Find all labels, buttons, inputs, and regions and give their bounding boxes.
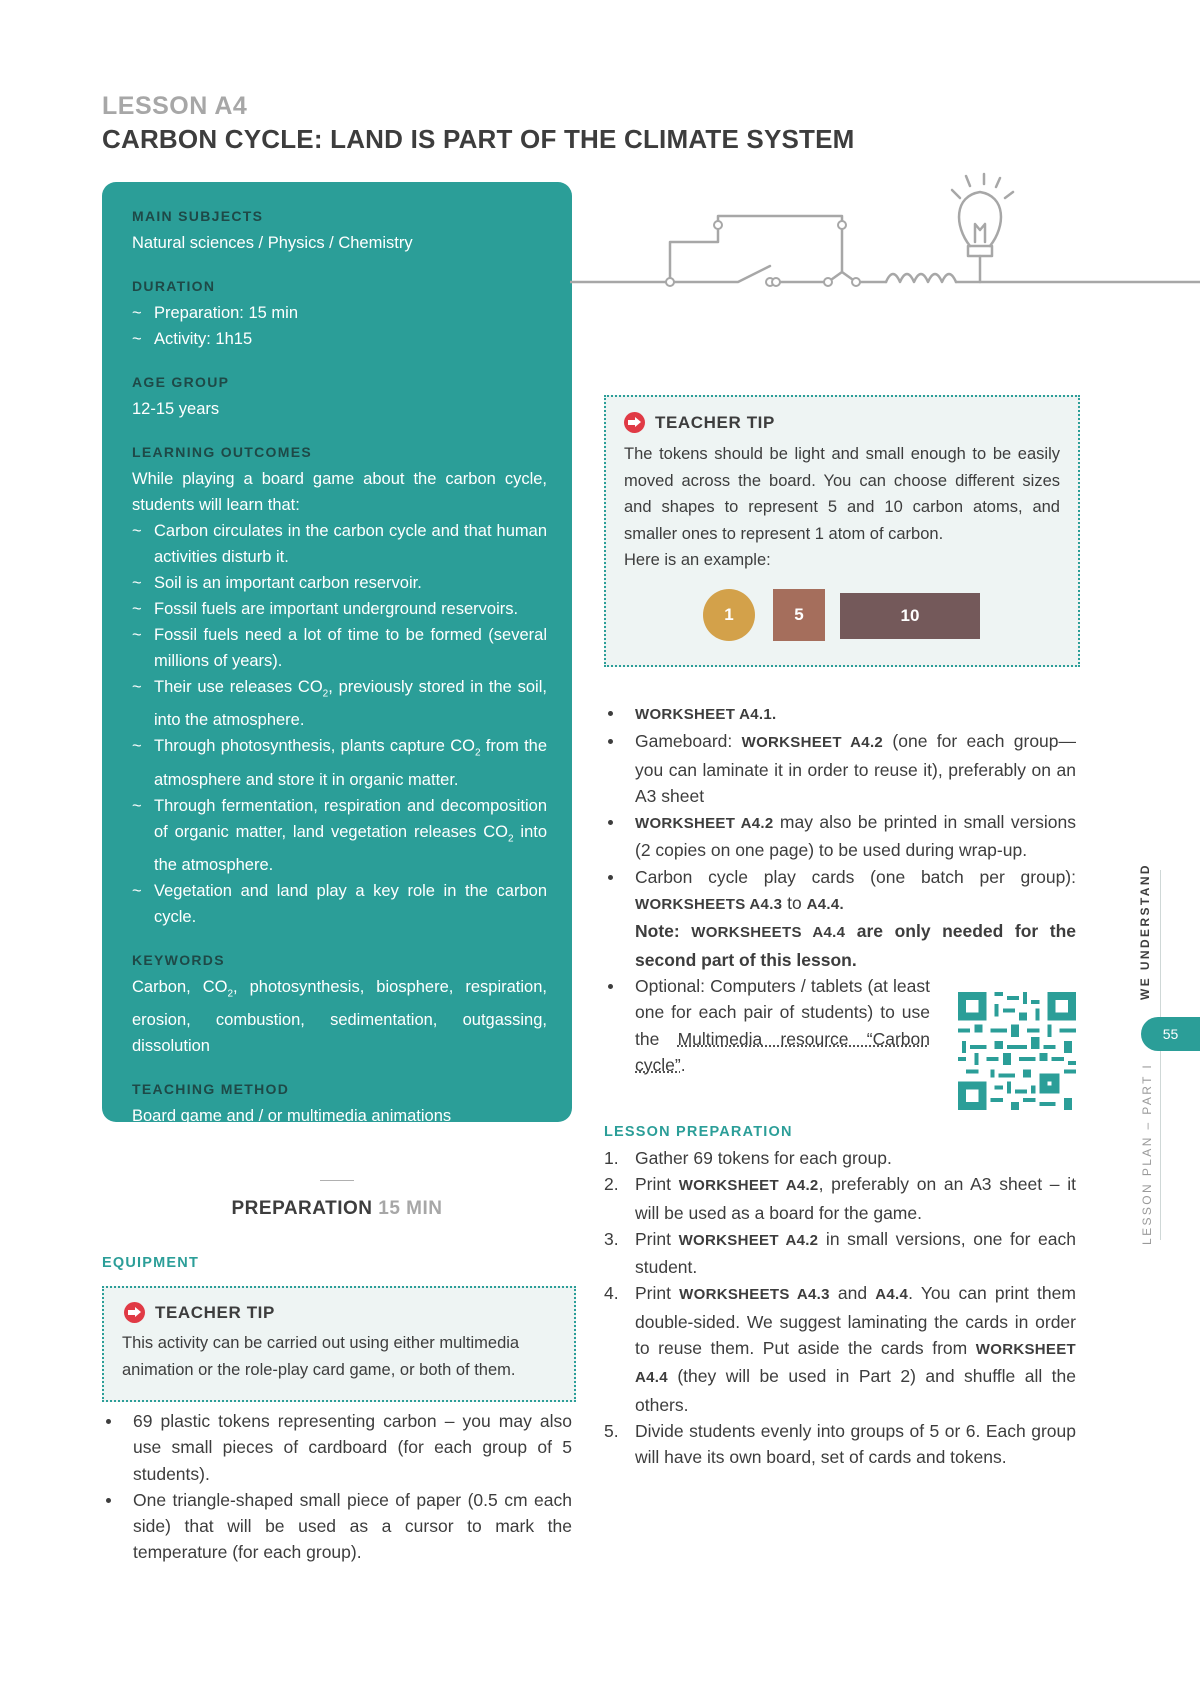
token-5: 5 <box>773 589 825 641</box>
outcome-text: from the atmosphere and store it in organic matter. <box>154 737 548 789</box>
part-label: LESSON PLAN – PART I <box>1140 1062 1154 1245</box>
keywords-part: Carbon, CO <box>132 977 228 996</box>
duration-section <box>132 278 547 352</box>
age-group-text: 12-15 years <box>132 400 220 418</box>
lesson-label: LESSON A4 <box>102 92 248 120</box>
tip-example-label: Here is an example: <box>624 551 771 569</box>
worksheet-ref: A4.4. <box>806 896 844 914</box>
arrow-right-icon <box>124 1302 145 1323</box>
step-number: 4. <box>604 1283 619 1304</box>
learning-outcomes-heading: LEARNING OUTCOMES <box>132 444 312 460</box>
step-number: 3. <box>604 1228 619 1249</box>
tip-heading <box>124 1302 275 1323</box>
item-text: Gameboard: <box>635 731 742 752</box>
subscript: 2 <box>322 688 329 700</box>
tip-heading-text: TEACHER TIP <box>655 412 775 432</box>
outcome-text: Their use releases CO <box>154 678 323 696</box>
materials-item <box>604 700 1076 728</box>
side-divider <box>1160 870 1161 1240</box>
keywords-section <box>132 952 547 1059</box>
step-text: Print <box>635 1283 680 1304</box>
subscript: 2 <box>227 988 234 1000</box>
preparation-step <box>604 1145 1076 1171</box>
outcome-item: ~ Soil is an important carbon reservoir. <box>132 570 547 596</box>
outcome-text: , previously stored in the soil, into the atmosphere. <box>154 678 547 730</box>
equipment-item: One triangle-shaped small piece of paper (0.5 cm each side) that will be used as a cursor to mark the temperature (for each group). <box>102 1487 572 1566</box>
step-number: 2. <box>604 1174 619 1195</box>
duration-heading: DURATION <box>132 278 216 294</box>
materials-item <box>604 864 1076 919</box>
step-text: (they will be used in Part 2) and shuffle all the others. <box>635 1366 1076 1415</box>
item-text: . <box>680 1054 686 1075</box>
materials-note <box>604 918 1076 973</box>
equipment-list <box>102 1408 572 1566</box>
teacher-tip-tokens <box>604 395 1080 667</box>
age-group-section <box>132 374 547 422</box>
worksheet-ref: A4.4 <box>875 1286 909 1304</box>
token-10: 10 <box>840 593 980 639</box>
circuit-lightbulb-illustration <box>570 170 1200 300</box>
equipment-heading: EQUIPMENT <box>102 1255 199 1271</box>
qr-code[interactable] <box>958 992 1076 1110</box>
outcome-item: ~ Fossil fuels are important underground reservoirs. <box>132 596 547 622</box>
item-text: to <box>782 893 807 914</box>
tip-heading <box>624 412 775 433</box>
equipment-item: 69 plastic tokens representing carbon – you may also use small pieces of cardboard (for each group of 5 students). <box>102 1408 572 1487</box>
item-text: (one for each group—you can laminate it in order to reuse it), preferably on an A3 sheet <box>635 731 1077 806</box>
step-text: Gather 69 tokens for each group. <box>635 1148 892 1168</box>
worksheet-ref: WORKSHEET A4.1. <box>635 706 777 723</box>
step-text: Print <box>635 1228 679 1249</box>
step-text: . You can print them double-sided. We suggest laminating the cards in order to reuse them. Put aside the cards from <box>635 1283 1076 1359</box>
learning-outcomes-section <box>132 444 547 930</box>
subscript: 2 <box>474 747 481 759</box>
teacher-tip-activity <box>102 1286 576 1402</box>
tip-text: This activity can be carried out using either multimedia animation or the role-play card game, or both of them. <box>122 1334 520 1379</box>
note-label: Note: <box>635 921 692 942</box>
main-subjects-text: Natural sciences / Physics / Chemistry <box>132 234 413 252</box>
duration-item: ~ Preparation: 15 min <box>132 300 547 326</box>
keywords-text <box>132 974 547 1059</box>
section-label: WE UNDERSTAND <box>1138 863 1152 1000</box>
page-number: 55 <box>1141 1017 1200 1051</box>
tip-text: The tokens should be light and small enough to be easily moved across the board. You can choose different sizes and shapes to represent 5 and 10 carbon atoms, and smaller ones to represent 1 atom of carbon. <box>624 445 1060 543</box>
outcome-item: ~ Fossil fuels need a lot of time to be formed (several millions of years). <box>132 622 547 674</box>
preparation-label: PREPARATION <box>231 1198 373 1219</box>
learning-outcomes-intro: While playing a board game about the carbon cycle, students will learn that: <box>132 470 547 514</box>
keywords-heading: KEYWORDS <box>132 951 225 968</box>
step-number: 1. <box>604 1148 619 1168</box>
outcome-item: ~ Carbon circulates in the carbon cycle and that human activities disturb it. <box>132 518 547 570</box>
teaching-method-heading: TEACHING METHOD <box>132 1081 290 1098</box>
outcome-item <box>132 674 547 733</box>
keywords-part: , photosynthesis, biosphere, respiration, erosion, combustion, sedimentation, outgassing, dissolution <box>132 977 547 1056</box>
worksheet-ref: WORKSHEETS A4.4 <box>691 924 846 942</box>
worksheet-ref: WORKSHEET A4.2 <box>635 815 774 833</box>
worksheet-ref: WORKSHEET A4.2 <box>678 1177 819 1195</box>
divider <box>320 1180 354 1181</box>
outcome-item <box>132 793 547 878</box>
lesson-info-card <box>102 182 572 1126</box>
step-text: , preferably on an A3 sheet – it will be used as a board for the game. <box>635 1174 1076 1223</box>
step-text: in small versions, one for each student. <box>635 1228 1076 1278</box>
materials-item <box>604 809 1076 864</box>
materials-item <box>604 728 1076 809</box>
lesson-preparation-heading: LESSON PREPARATION <box>604 1124 793 1140</box>
preparation-time: 15 MIN <box>378 1198 443 1219</box>
main-subjects-heading: MAIN SUBJECTS <box>132 208 264 224</box>
page-title: CARBON CYCLE: LAND IS PART OF THE CLIMATE SYSTEM <box>102 124 855 154</box>
lesson-preparation-list <box>604 1145 1076 1471</box>
age-group-heading: AGE GROUP <box>132 374 230 390</box>
subscript: 2 <box>507 832 514 844</box>
outcome-text: into the atmosphere. <box>154 822 547 874</box>
worksheet-ref: WORKSHEETS A4.3 <box>679 1286 830 1304</box>
item-text: Carbon cycle play cards (one batch per group): <box>635 866 1076 887</box>
worksheet-ref: WORKSHEET A4.4 <box>635 1341 1076 1387</box>
preparation-heading <box>102 1198 572 1220</box>
outcome-text: Through fermentation, respiration and decomposition of organic matter, land vegetation releases CO <box>154 796 547 841</box>
worksheet-ref: WORKSHEETS A4.3 <box>635 896 783 914</box>
outcome-text: Through photosynthesis, plants capture CO <box>154 737 475 756</box>
teaching-method-section <box>132 1081 547 1129</box>
note-text: are only needed for the second part of this lesson. <box>635 921 1076 970</box>
step-text: and <box>829 1283 876 1304</box>
item-text: may also be printed in small versions (2 copies on one page) to be used during wrap-up. <box>635 812 1077 861</box>
arrow-right-icon <box>624 412 645 433</box>
preparation-step <box>604 1226 1076 1281</box>
teaching-method-text: Board game and / or multimedia animations <box>132 1107 452 1126</box>
outcome-item <box>132 733 547 792</box>
step-number: 5. <box>604 1420 619 1441</box>
outcome-item: ~ Vegetation and land play a key role in the carbon cycle. <box>132 878 547 930</box>
token-1: 1 <box>703 589 755 641</box>
preparation-step <box>604 1171 1076 1226</box>
duration-item: ~ Activity: 1h15 <box>132 326 547 352</box>
worksheet-ref: WORKSHEET A4.2 <box>741 734 884 752</box>
preparation-step <box>604 1418 1076 1471</box>
main-subjects-section <box>132 208 547 256</box>
worksheet-ref: WORKSHEET A4.2 <box>678 1231 819 1249</box>
tip-heading-text: TEACHER TIP <box>155 1302 275 1322</box>
multimedia-resource-link[interactable]: Multimedia resource “Carbon cycle” <box>635 1028 930 1075</box>
item-text: Optional: Computers / tablets (at least one for each pair of students) to use the <box>635 975 930 1049</box>
step-text: Divide students evenly into groups of 5 or 6. Each group will have its own board, set of cards and tokens. <box>635 1420 1076 1468</box>
materials-item <box>604 973 930 1078</box>
step-text: Print <box>635 1174 679 1195</box>
preparation-step <box>604 1280 1076 1417</box>
